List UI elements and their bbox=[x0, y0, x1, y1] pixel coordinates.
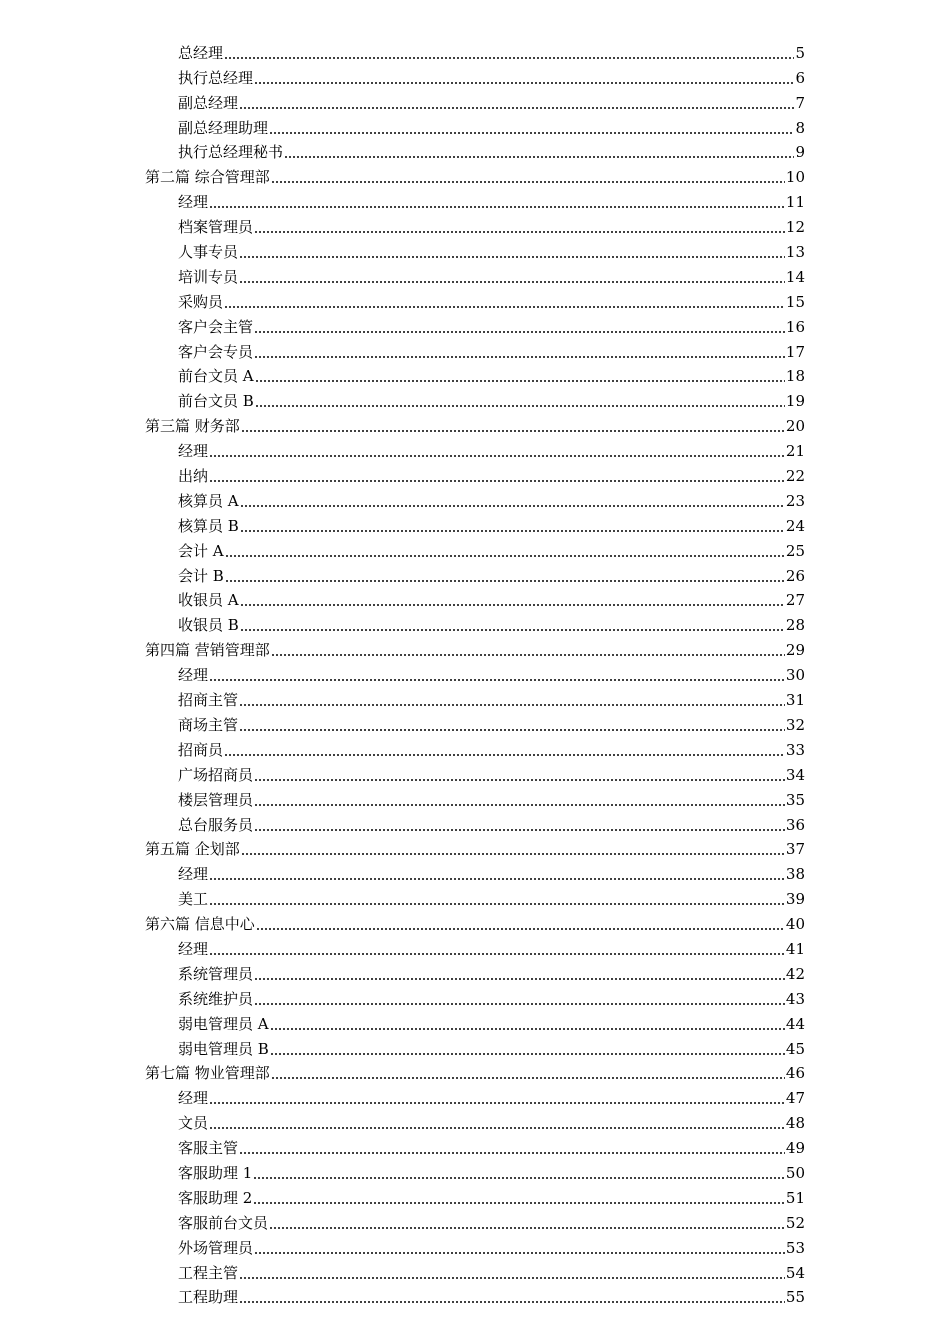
toc-page-number: 38 bbox=[785, 865, 805, 884]
toc-entry[interactable] bbox=[0, 1283, 805, 1308]
toc-page-number: 12 bbox=[785, 218, 805, 237]
dot-leader bbox=[269, 1227, 785, 1229]
dot-leader bbox=[255, 380, 785, 382]
dot-leader bbox=[254, 1003, 785, 1005]
toc-entry-title: 经理 bbox=[178, 1089, 209, 1108]
toc-entry-title: 副总经理 bbox=[178, 93, 239, 112]
toc-page-number: 10 bbox=[785, 168, 805, 187]
dot-leader bbox=[270, 1053, 785, 1055]
toc-page-number: 53 bbox=[785, 1238, 805, 1257]
toc-page-number: 49 bbox=[785, 1139, 805, 1158]
toc-entry[interactable] bbox=[0, 1233, 805, 1258]
toc-entry[interactable] bbox=[0, 660, 805, 685]
dot-leader bbox=[254, 978, 785, 980]
toc-page-number: 31 bbox=[785, 691, 805, 710]
dot-leader bbox=[225, 580, 785, 582]
toc-entry-title: 第三篇 财务部 bbox=[145, 417, 240, 436]
toc-entry-title: 副总经理助理 bbox=[178, 118, 269, 137]
toc-page-number: 18 bbox=[785, 367, 805, 386]
toc-entry-title: 商场主管 bbox=[178, 715, 239, 734]
toc-entry-title: 弱电管理员 B bbox=[178, 1039, 269, 1058]
toc-page-number: 27 bbox=[785, 591, 805, 610]
dot-leader bbox=[270, 1028, 785, 1030]
toc-page-number: 17 bbox=[785, 342, 805, 361]
toc-entry[interactable] bbox=[0, 1009, 805, 1034]
dot-leader bbox=[254, 804, 785, 806]
toc-page-number: 8 bbox=[795, 118, 805, 137]
dot-leader bbox=[239, 729, 785, 731]
dot-leader bbox=[239, 1277, 785, 1279]
toc-entry[interactable] bbox=[0, 511, 805, 536]
toc-entry-title: 客户会主管 bbox=[178, 317, 254, 336]
dot-leader bbox=[209, 206, 785, 208]
toc-entry[interactable] bbox=[0, 859, 805, 884]
toc-page-number: 19 bbox=[785, 392, 805, 411]
toc-page-number: 43 bbox=[785, 989, 805, 1008]
toc-entry[interactable] bbox=[0, 685, 805, 710]
toc-page-number: 32 bbox=[785, 715, 805, 734]
toc-entry-title: 美工 bbox=[178, 890, 209, 909]
toc-entry-title: 会计 A bbox=[178, 541, 224, 560]
toc-entry[interactable] bbox=[0, 362, 805, 387]
toc-section-entry[interactable] bbox=[0, 411, 805, 436]
toc-entry[interactable] bbox=[0, 187, 805, 212]
dot-leader bbox=[239, 1301, 785, 1303]
toc-entry[interactable] bbox=[0, 1258, 805, 1283]
toc-entry-title: 总台服务员 bbox=[178, 815, 254, 834]
toc-page-number: 36 bbox=[785, 815, 805, 834]
dot-leader bbox=[241, 430, 785, 432]
dot-leader bbox=[254, 779, 785, 781]
toc-entry-title: 招商主管 bbox=[178, 691, 239, 710]
toc-entry[interactable] bbox=[0, 1108, 805, 1133]
toc-page-number: 9 bbox=[795, 143, 805, 162]
toc-page-number: 35 bbox=[785, 790, 805, 809]
toc-entry[interactable] bbox=[0, 262, 805, 287]
toc-entry-title: 经理 bbox=[178, 666, 209, 685]
toc-entry[interactable] bbox=[0, 1083, 805, 1108]
toc-page-number: 55 bbox=[785, 1288, 805, 1307]
toc-entry-title: 第六篇 信息中心 bbox=[145, 915, 255, 934]
toc-entry-title: 外场管理员 bbox=[178, 1238, 254, 1257]
toc-entry[interactable] bbox=[0, 810, 805, 835]
toc-entry[interactable] bbox=[0, 934, 805, 959]
toc-entry-title: 系统管理员 bbox=[178, 964, 254, 983]
toc-page-number: 11 bbox=[785, 193, 805, 212]
toc-entry-title: 会计 B bbox=[178, 566, 224, 585]
toc-page-number: 22 bbox=[785, 467, 805, 486]
toc-entry[interactable] bbox=[0, 1158, 805, 1183]
toc-entry-title: 第七篇 物业管理部 bbox=[145, 1064, 270, 1083]
toc-entry[interactable] bbox=[0, 984, 805, 1009]
toc-entry[interactable] bbox=[0, 38, 805, 63]
dot-leader bbox=[284, 156, 794, 158]
toc-section-entry[interactable] bbox=[0, 835, 805, 860]
dot-leader bbox=[209, 1102, 785, 1104]
toc-entry-title: 执行总经理秘书 bbox=[178, 143, 284, 162]
toc-entry-title: 经理 bbox=[178, 193, 209, 212]
dot-leader bbox=[225, 555, 785, 557]
toc-page-number: 42 bbox=[785, 964, 805, 983]
toc-entry-title: 采购员 bbox=[178, 292, 224, 311]
toc-page-number: 24 bbox=[785, 516, 805, 535]
toc-entry-title: 出纳 bbox=[178, 467, 209, 486]
toc-entry[interactable] bbox=[0, 63, 805, 88]
toc-entry-title: 工程助理 bbox=[178, 1288, 239, 1307]
toc-page-number: 45 bbox=[785, 1039, 805, 1058]
toc-entry[interactable] bbox=[0, 312, 805, 337]
toc-entry[interactable] bbox=[0, 735, 805, 760]
toc-section-entry[interactable] bbox=[0, 1059, 805, 1084]
dot-leader bbox=[240, 629, 785, 631]
table-of-contents bbox=[0, 38, 950, 1307]
toc-section-entry[interactable] bbox=[0, 635, 805, 660]
toc-entry-title: 收银员 B bbox=[178, 616, 239, 635]
toc-entry[interactable] bbox=[0, 212, 805, 237]
dot-leader bbox=[224, 754, 785, 756]
toc-entry-title: 客服助理 2 bbox=[178, 1188, 253, 1207]
toc-page-number: 6 bbox=[795, 68, 805, 87]
dot-leader bbox=[209, 455, 785, 457]
toc-entry-title: 客服前台文员 bbox=[178, 1213, 269, 1232]
dot-leader bbox=[256, 928, 785, 930]
dot-leader bbox=[269, 132, 794, 134]
dot-leader bbox=[254, 1252, 785, 1254]
toc-entry-title: 档案管理员 bbox=[178, 218, 254, 237]
toc-entry[interactable] bbox=[0, 785, 805, 810]
toc-page-number: 20 bbox=[785, 417, 805, 436]
toc-entry-title: 培训专员 bbox=[178, 267, 239, 286]
toc-entry[interactable] bbox=[0, 536, 805, 561]
toc-page-number: 48 bbox=[785, 1114, 805, 1133]
toc-entry[interactable] bbox=[0, 138, 805, 163]
dot-leader bbox=[253, 1177, 785, 1179]
toc-page-number: 30 bbox=[785, 666, 805, 685]
toc-entry-title: 客户会专员 bbox=[178, 342, 254, 361]
toc-entry[interactable] bbox=[0, 486, 805, 511]
toc-entry-title: 前台文员 B bbox=[178, 392, 254, 411]
dot-leader bbox=[239, 704, 785, 706]
toc-entry[interactable] bbox=[0, 1034, 805, 1059]
toc-entry-title: 经理 bbox=[178, 865, 209, 884]
toc-page-number: 44 bbox=[785, 1014, 805, 1033]
toc-entry-title: 弱电管理员 A bbox=[178, 1014, 269, 1033]
toc-page-number: 33 bbox=[785, 740, 805, 759]
dot-leader bbox=[209, 480, 785, 482]
toc-entry-title: 前台文员 A bbox=[178, 367, 254, 386]
toc-page-number: 28 bbox=[785, 616, 805, 635]
toc-page-number: 52 bbox=[785, 1213, 805, 1232]
toc-entry[interactable] bbox=[0, 461, 805, 486]
toc-page-number: 26 bbox=[785, 566, 805, 585]
dot-leader bbox=[254, 331, 785, 333]
toc-entry-title: 核算员 A bbox=[178, 491, 239, 510]
toc-entry-title: 客服助理 1 bbox=[178, 1163, 253, 1182]
dot-leader bbox=[239, 281, 785, 283]
dot-leader bbox=[224, 306, 785, 308]
toc-entry-title: 第四篇 营销管理部 bbox=[145, 641, 270, 660]
dot-leader bbox=[254, 829, 785, 831]
toc-entry[interactable] bbox=[0, 1133, 805, 1158]
toc-section-entry[interactable] bbox=[0, 162, 805, 187]
toc-entry-title: 工程主管 bbox=[178, 1263, 239, 1282]
toc-page-number: 16 bbox=[785, 317, 805, 336]
toc-entry-title: 系统维护员 bbox=[178, 989, 254, 1008]
toc-entry[interactable] bbox=[0, 113, 805, 138]
toc-entry-title: 招商员 bbox=[178, 740, 224, 759]
dot-leader bbox=[255, 405, 785, 407]
toc-page-number: 40 bbox=[785, 915, 805, 934]
toc-entry[interactable] bbox=[0, 1208, 805, 1233]
toc-entry-title: 总经理 bbox=[178, 43, 224, 62]
toc-page-number: 47 bbox=[785, 1089, 805, 1108]
toc-entry[interactable] bbox=[0, 710, 805, 735]
toc-page-number: 21 bbox=[785, 442, 805, 461]
toc-entry[interactable] bbox=[0, 287, 805, 312]
toc-entry[interactable] bbox=[0, 610, 805, 635]
dot-leader bbox=[209, 679, 785, 681]
dot-leader bbox=[239, 256, 785, 258]
toc-page-number: 29 bbox=[785, 641, 805, 660]
toc-entry-title: 执行总经理 bbox=[178, 68, 254, 87]
dot-leader bbox=[271, 654, 785, 656]
toc-page-number: 23 bbox=[785, 491, 805, 510]
toc-entry[interactable] bbox=[0, 884, 805, 909]
toc-page-number: 34 bbox=[785, 765, 805, 784]
toc-page-number: 7 bbox=[795, 93, 805, 112]
dot-leader bbox=[254, 356, 785, 358]
toc-page-number: 15 bbox=[785, 292, 805, 311]
toc-page-number: 25 bbox=[785, 541, 805, 560]
toc-entry-title: 客服主管 bbox=[178, 1139, 239, 1158]
dot-leader bbox=[209, 1127, 785, 1129]
dot-leader bbox=[271, 181, 785, 183]
toc-entry-title: 经理 bbox=[178, 939, 209, 958]
dot-leader bbox=[209, 953, 785, 955]
toc-page-number: 41 bbox=[785, 939, 805, 958]
toc-entry[interactable] bbox=[0, 1183, 805, 1208]
toc-entry-title: 第二篇 综合管理部 bbox=[145, 168, 270, 187]
toc-entry[interactable] bbox=[0, 561, 805, 586]
toc-entry-title: 核算员 B bbox=[178, 516, 239, 535]
dot-leader bbox=[209, 878, 785, 880]
toc-page-number: 51 bbox=[785, 1188, 805, 1207]
dot-leader bbox=[254, 82, 794, 84]
toc-entry-title: 收银员 A bbox=[178, 591, 239, 610]
dot-leader bbox=[253, 1202, 785, 1204]
dot-leader bbox=[254, 231, 785, 233]
dot-leader bbox=[240, 530, 785, 532]
toc-entry[interactable] bbox=[0, 760, 805, 785]
dot-leader bbox=[224, 57, 794, 59]
toc-page-number: 5 bbox=[795, 43, 805, 62]
dot-leader bbox=[240, 505, 785, 507]
toc-entry[interactable] bbox=[0, 959, 805, 984]
toc-page-number: 46 bbox=[785, 1064, 805, 1083]
toc-page-number: 37 bbox=[785, 840, 805, 859]
toc-entry-title: 广场招商员 bbox=[178, 765, 254, 784]
toc-entry[interactable] bbox=[0, 88, 805, 113]
toc-entry[interactable] bbox=[0, 586, 805, 611]
toc-page-number: 14 bbox=[785, 267, 805, 286]
toc-page-number: 50 bbox=[785, 1163, 805, 1182]
toc-entry[interactable] bbox=[0, 436, 805, 461]
dot-leader bbox=[239, 107, 794, 109]
toc-page-number: 13 bbox=[785, 243, 805, 262]
toc-entry-title: 楼层管理员 bbox=[178, 790, 254, 809]
dot-leader bbox=[209, 903, 785, 905]
toc-entry-title: 经理 bbox=[178, 442, 209, 461]
toc-page-number: 54 bbox=[785, 1263, 805, 1282]
dot-leader bbox=[240, 604, 785, 606]
dot-leader bbox=[239, 1152, 785, 1154]
toc-entry[interactable] bbox=[0, 337, 805, 362]
toc-entry[interactable] bbox=[0, 237, 805, 262]
dot-leader bbox=[271, 1077, 785, 1079]
toc-section-entry[interactable] bbox=[0, 909, 805, 934]
toc-entry-title: 人事专员 bbox=[178, 243, 239, 262]
dot-leader bbox=[241, 853, 785, 855]
toc-page-number: 39 bbox=[785, 890, 805, 909]
toc-entry[interactable] bbox=[0, 386, 805, 411]
toc-entry-title: 文员 bbox=[178, 1114, 209, 1133]
toc-entry-title: 第五篇 企划部 bbox=[145, 840, 240, 859]
